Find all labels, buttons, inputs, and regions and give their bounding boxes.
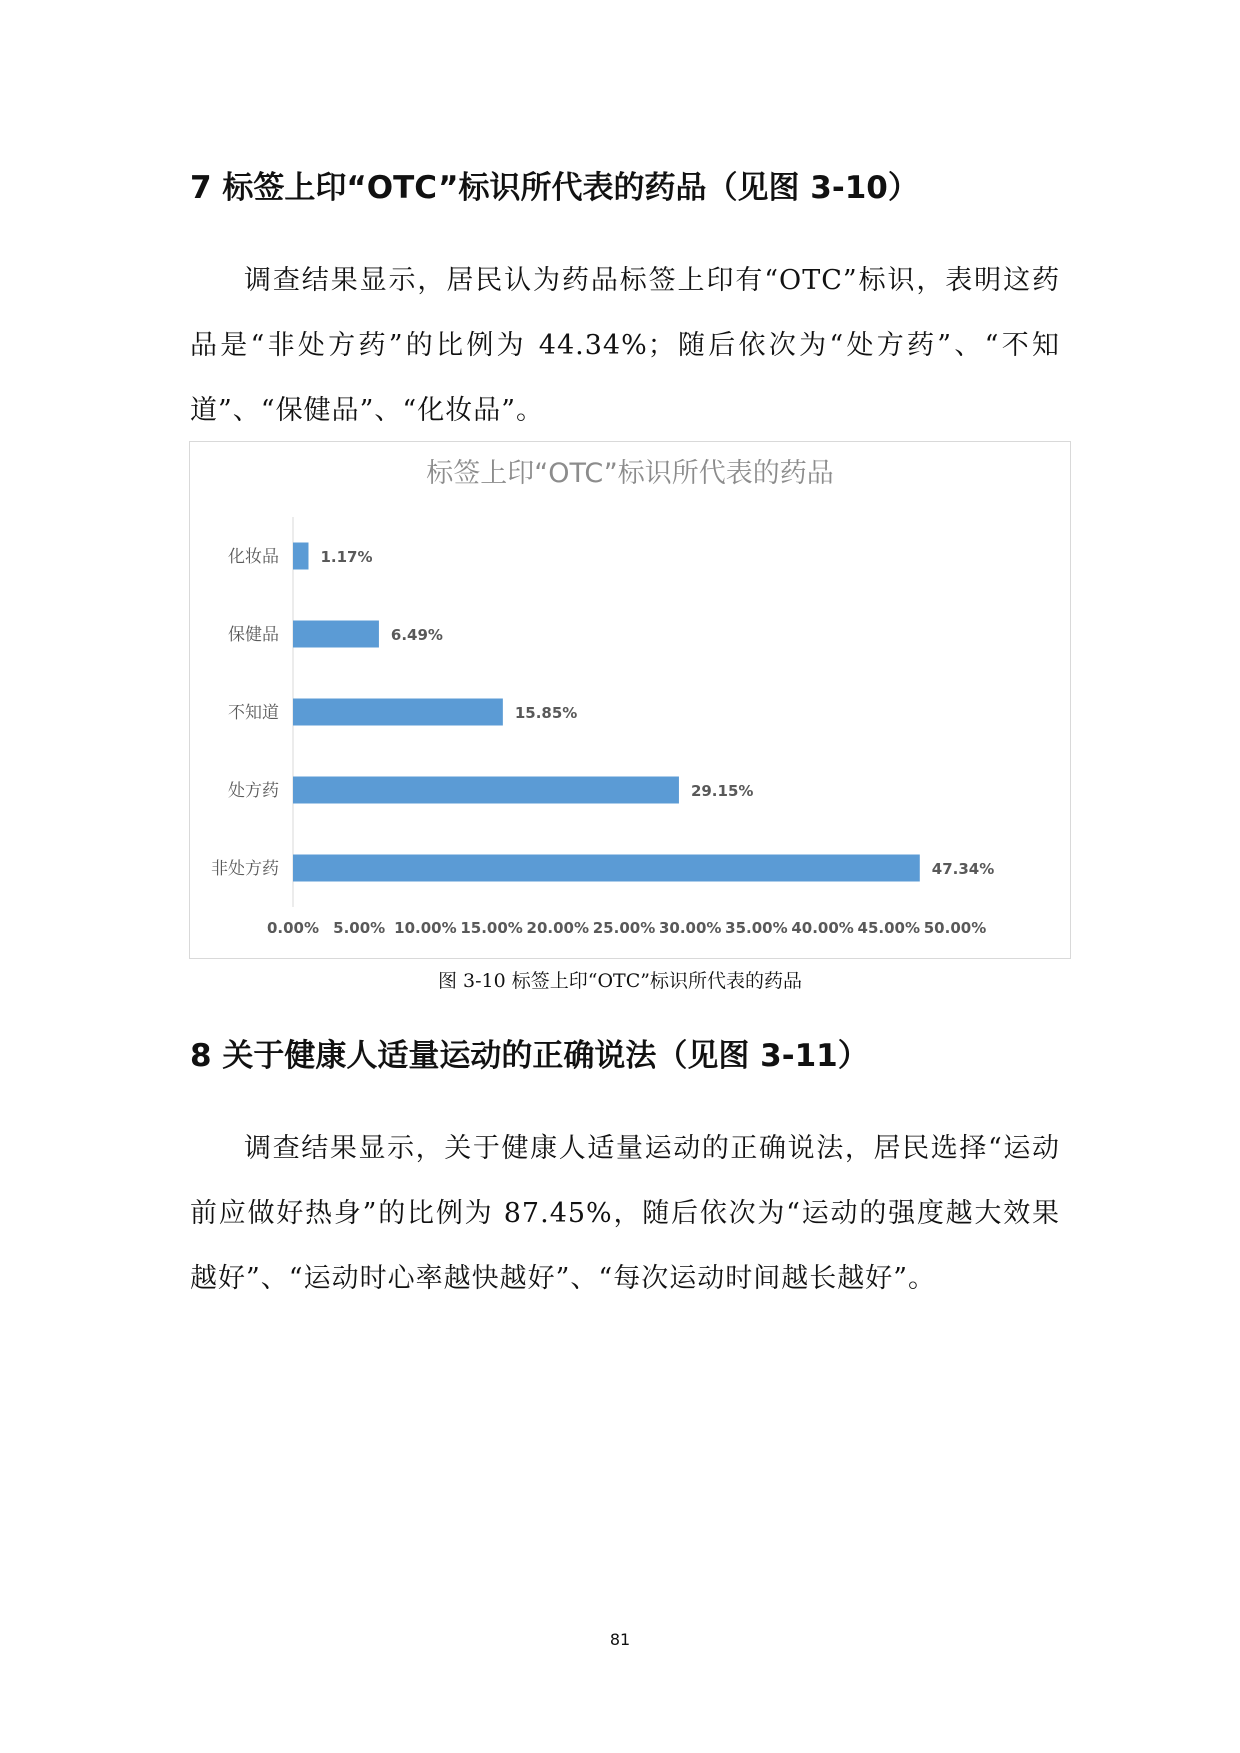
category-label: 处方药 — [228, 781, 279, 801]
x-tick-label: 20.00% — [526, 919, 590, 937]
section-7-heading: 7 标签上印“OTC”标识所代表的药品（见图 3-10） — [190, 170, 919, 206]
data-label: 47.34% — [931, 860, 995, 878]
section-8-paragraph: 调查结果显示，关于健康人适量运动的正确说法，居民选择“运动前应做好热身”的比例为 87.45%，随后依次为“运动的强度越大效果越好”、“运动时心率越快越好”、“每次运动时间越长越好”。 — [190, 1133, 1060, 1294]
category-label: 保健品 — [228, 625, 279, 645]
x-tick-label: 15.00% — [460, 919, 523, 937]
x-tick-label: 0.00% — [266, 919, 320, 937]
bar-chart — [189, 441, 1071, 959]
bar-不知道 — [293, 699, 503, 726]
x-tick-label: 5.00% — [333, 919, 386, 937]
x-tick-label: 35.00% — [725, 919, 788, 937]
section-8-heading: 8 关于健康人适量运动的正确说法（见图 3-11） — [190, 1038, 869, 1074]
page-number: 81 — [609, 1630, 631, 1649]
data-label: 15.85% — [514, 704, 578, 722]
x-tick-label: 45.00% — [857, 919, 921, 937]
data-label: 6.49% — [390, 626, 443, 644]
data-label: 29.15% — [690, 782, 754, 800]
x-tick-label: 40.00% — [791, 919, 854, 937]
x-tick-label: 30.00% — [658, 919, 722, 937]
x-tick-label: 50.00% — [923, 919, 987, 937]
figure-caption: 图 3-10 标签上印“OTC”标识所代表的药品 — [438, 970, 802, 992]
category-label: 非处方药 — [211, 859, 279, 879]
category-label: 不知道 — [228, 703, 279, 723]
bar-保健品 — [293, 621, 379, 648]
data-label: 1.17% — [320, 548, 373, 566]
bar-化妆品 — [293, 543, 308, 570]
chart-title: 标签上印“OTC”标识所代表的药品 — [426, 458, 834, 489]
x-tick-labels — [267, 919, 986, 937]
bar-group — [211, 543, 994, 882]
bar-处方药 — [293, 777, 679, 804]
x-tick-label: 25.00% — [592, 919, 656, 937]
x-tick-label: 10.00% — [394, 919, 457, 937]
category-label: 化妆品 — [228, 547, 279, 567]
bar-非处方药 — [293, 855, 920, 882]
section-7-paragraph: 调查结果显示，居民认为药品标签上印有“OTC”标识，表明这药品是“非处方药”的比例为 44.34%；随后依次为“处方药”、“不知道”、“保健品”、“化妆品”。 — [190, 265, 1060, 426]
chart-canvas — [190, 442, 1070, 958]
